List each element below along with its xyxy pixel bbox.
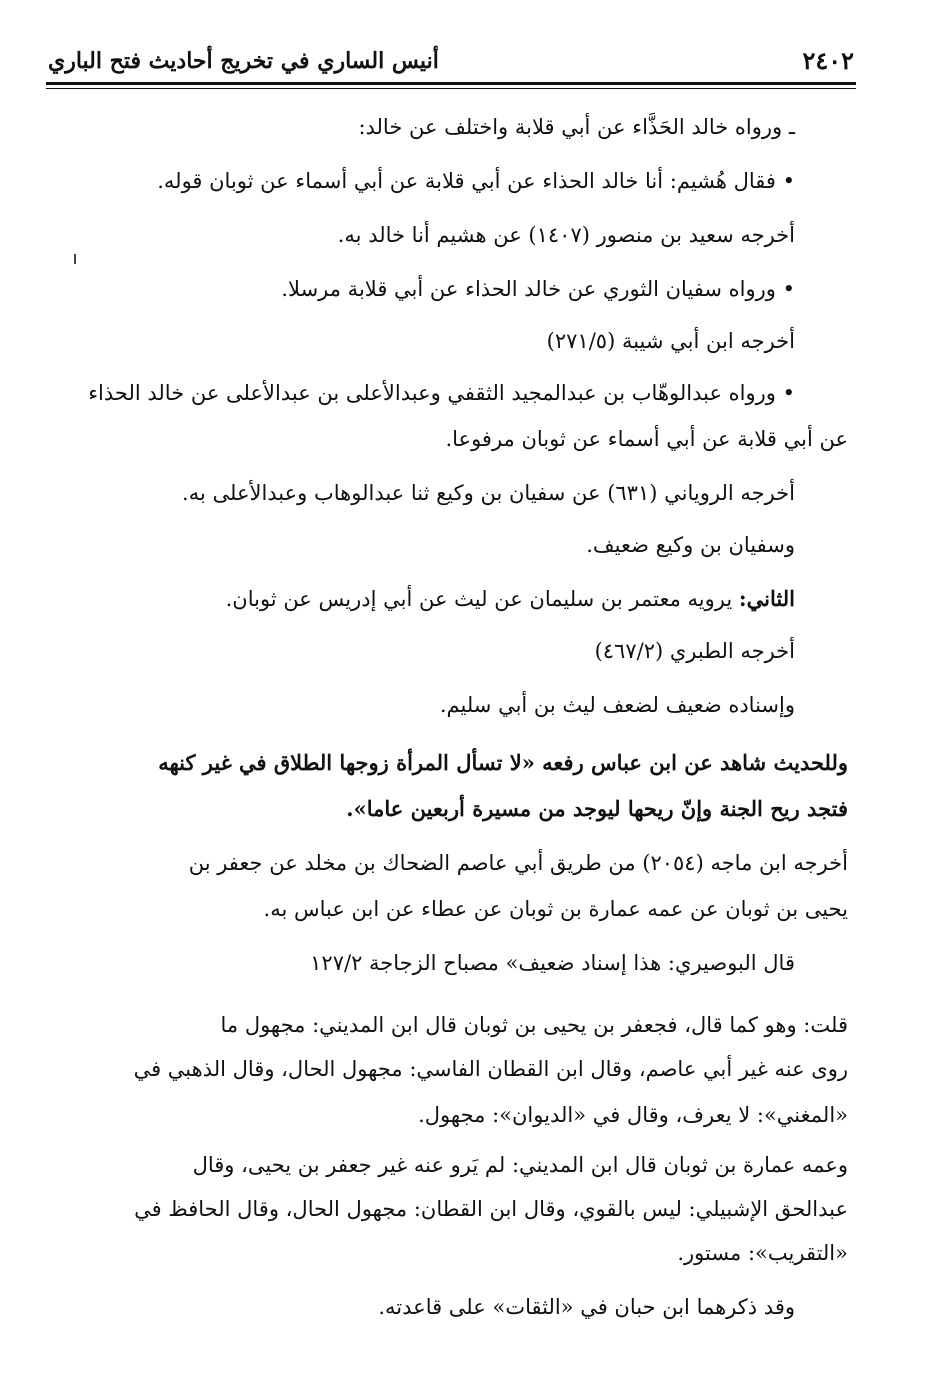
text-line: وقد ذكرهما ابن حبان في «الثقات» على قاعدته. (378, 1295, 795, 1319)
text-line: • ورواه سفيان الثوري عن خالد الحذاء عن أبي قلابة مرسلا. (281, 277, 795, 301)
text-line: وإسناده ضعيف لضعف ليث بن أبي سليم. (439, 693, 795, 717)
text-line: يحيى بن ثوبان عن عمه عمارة بن ثوبان عن عطاء عن ابن عباس به. (263, 897, 848, 921)
text-line: ـ ورواه خالد الحَذَّاء عن أبي قلابة واختلف عن خالد: (358, 115, 795, 139)
text-line-body: يرويه معتمر بن سليمان عن ليث عن أبي إدريس عن ثوبان. (225, 587, 733, 611)
text-line-bold: وللحديث شاهد عن ابن عباس رفعه «لا تسأل المرأة زوجها الطلاق في غير كنهه (158, 750, 848, 775)
text-line-bold: فتجد ريح الجنة وإنّ ريحها ليوجد من مسيرة أربعين عاما». (346, 796, 848, 821)
text-line: وعمه عمارة بن ثوبان قال ابن المديني: لم يَرو عنه غير جعفر بن يحيى، وقال (192, 1153, 848, 1177)
text-line: أخرجه ابن أبي شيبة (٢٧١/٥) (546, 329, 795, 353)
text-line: قال البوصيري: هذا إسناد ضعيف» مصباح الزجاجة ١٢٧/٢ (310, 951, 795, 975)
text-line: عبدالحق الإشبيلي: ليس بالقوي، وقال ابن القطان: مجهول الحال، وقال الحافظ في (134, 1197, 848, 1221)
text-line: وسفيان بن وكيع ضعيف. (586, 533, 795, 557)
text-line: • فقال هُشيم: أنا خالد الحذاء عن أبي قلابة عن أبي أسماء عن ثوبان قوله. (157, 169, 795, 193)
running-title: أنيس الساري في تخريج أحاديث فتح الباري (48, 48, 439, 74)
header-rule (46, 82, 856, 85)
stray-mark (74, 254, 76, 264)
header-rule-thin (46, 88, 856, 89)
text-line: • ورواه عبدالوهّاب بن عبدالمجيد الثقفي وعبدالأعلى بن عبدالأعلى عن خالد الحذاء (88, 381, 795, 405)
text-line: أخرجه الطبري (٤٦٧/٢) (594, 639, 795, 663)
text-line: «التقريب»: مستور. (677, 1241, 848, 1265)
page-header (48, 46, 854, 76)
text-line: عن أبي قلابة عن أبي أسماء عن ثوبان مرفوعا. (445, 427, 848, 451)
text-line: روى عنه غير أبي عاصم، وقال ابن القطان الفاسي: مجهول الحال، وقال الذهبي في (133, 1057, 848, 1081)
text-line: أخرجه الروياني (٦٣١) عن سفيان بن وكيع ثنا عبدالوهاب وعبدالأعلى به. (182, 481, 795, 505)
page-number: ٢٤٠٢ (802, 46, 854, 75)
text-line (0, 584, 795, 614)
text-line: أخرجه سعيد بن منصور (١٤٠٧) عن هشيم أنا خالد به. (337, 223, 795, 247)
text-line: «المغني»: لا يعرف، وقال في «الديوان»: مجهول. (418, 1103, 848, 1127)
section-label: الثاني: (738, 586, 795, 611)
text-line: قلت: وهو كما قال، فجعفر بن يحيى بن ثوبان قال ابن المديني: مجهول ما (220, 1013, 848, 1037)
text-line: أخرجه ابن ماجه (٢٠٥٤) من طريق أبي عاصم الضحاك بن مخلد عن جعفر بن (188, 851, 848, 875)
